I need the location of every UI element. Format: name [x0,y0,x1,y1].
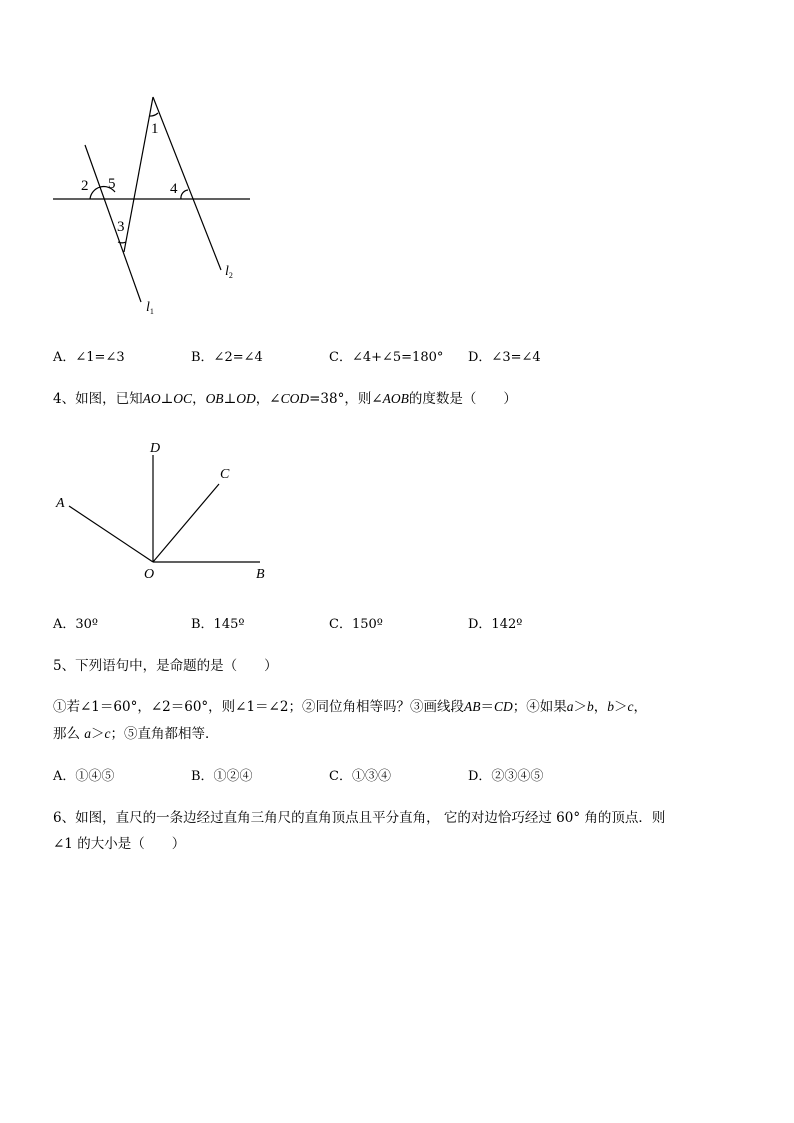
line-segment-top-left [124,97,153,252]
q4-stem: 4、如图，已知AO⊥OC，OB⊥OD，∠COD=38°，则∠AOB的度数是（ ） [53,391,517,407]
point-label-D: D [150,441,161,456]
q4-option-b[interactable]: B．145º [191,617,245,632]
q5-option-d[interactable]: D．②③④⑤ [468,769,544,784]
q4-option-c[interactable]: C．150º [329,617,383,632]
point-label-O: O [144,567,155,582]
point-label-A: A [56,496,65,511]
q4-option-d[interactable]: D．142º [468,617,523,632]
q3-option-c[interactable]: C．∠4+∠5=180° [329,350,444,365]
angle-label-4: 4 [170,181,178,197]
q3-option-a[interactable]: A．∠1=∠3 [53,350,125,365]
q3-option-b[interactable]: B．∠2=∠4 [191,350,263,365]
angle-label-2: 2 [81,178,89,194]
point-label-C: C [220,467,230,482]
angle-label-3: 3 [117,219,125,235]
line-l2 [153,97,221,270]
q5-statements-line1: ①若∠1＝60°，∠2＝60°，则∠1＝∠2；②同位角相等吗？③画线段AB＝CD；④如果a＞b，b＞c， [53,699,647,715]
line-label-l2: $l_2$ [225,264,233,280]
q5-option-c[interactable]: C．①③④ [329,769,391,784]
ray-OA [69,506,153,562]
q5-stem: 5、下列语句中，是命题的是（ ） [53,658,278,674]
line-l1 [85,145,141,302]
fig3-parallel-lines-diagram [0,0,300,330]
q5-option-a[interactable]: A．①④⑤ [53,769,115,784]
q5-option-b[interactable]: B．①②④ [191,769,253,784]
angle-arc-4 [181,190,188,199]
q5-statements-line2: 那么 a＞c；⑤直角都相等． [53,726,219,742]
q3-option-d[interactable]: D．∠3=∠4 [468,350,541,365]
angle-label-1: 1 [151,121,159,137]
angle-arc-3 [118,242,126,243]
q6-stem-line2: ∠1 的大小是（ ） [53,836,186,852]
point-label-B: B [256,567,265,582]
angle-label-5: 5 [108,176,116,192]
ray-OC [153,484,219,562]
q4-angle-diagram [0,430,300,590]
line-label-l1: $l_1$ [146,300,154,316]
q4-option-a[interactable]: A．30º [53,617,99,632]
q6-stem-line1: 6、如图，直尺的一条边经过直角三角尺的直角顶点且平分直角， 它的对边恰巧经过 60° 角的顶点．则 [53,810,666,826]
